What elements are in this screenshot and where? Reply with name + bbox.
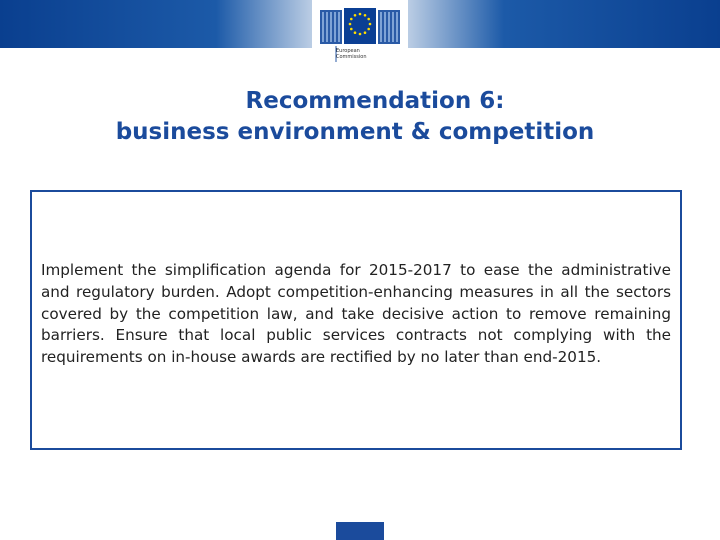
european-commission-logo bbox=[312, 0, 408, 64]
slide-title bbox=[0, 86, 720, 148]
slide-title-line1: Recommendation 6: bbox=[245, 88, 505, 114]
logo-text-european: European bbox=[336, 48, 360, 54]
slide-title-line2: business environment & competition bbox=[115, 119, 595, 145]
recommendation-text: Implement the simplification agenda for 2015-2017 to ease the administrative and regulatory burden. Adopt competition-enhancing measures in all the sectors covered by the competition law, and take decisive action to remove remaining barriers. Ensure that local public services contracts not complying with the requirements on in-house awards are rectified by no later than end-2015. bbox=[41, 261, 671, 367]
recommendation-box bbox=[30, 190, 682, 450]
logo-wordmark bbox=[336, 48, 396, 60]
footer-accent-bar bbox=[336, 522, 384, 540]
logo-text-commission: Commission bbox=[336, 54, 367, 60]
